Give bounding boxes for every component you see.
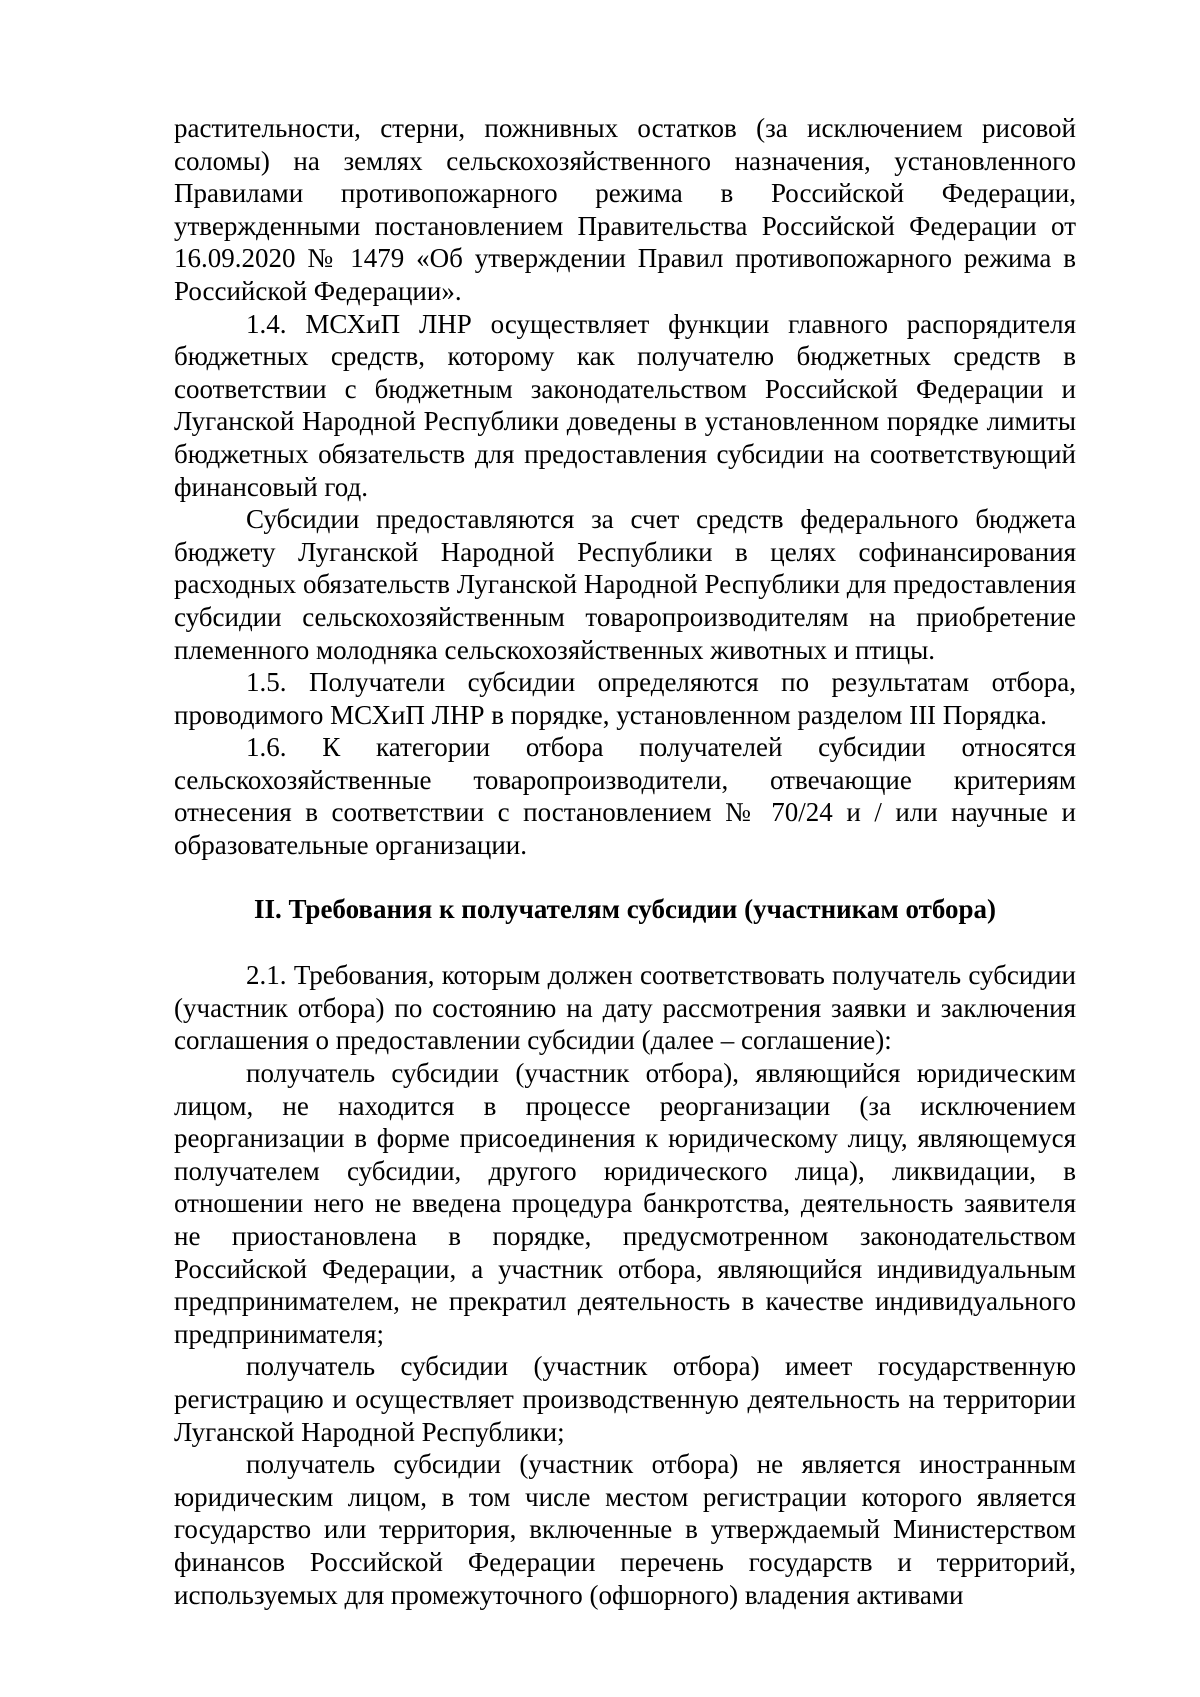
paragraph-requirement-registration: получатель субсидии (участник отбора) имеет государственную регистрацию и осуществляет производственную деятельность на территории Луганской Народной Республики; [174, 1351, 1076, 1447]
document-page [174, 112, 1076, 1611]
paragraph-continuation: растительности, стерни, пожнивных остатков (за исключением рисовой соломы) на землях сельскохозяйственного назначения, установленного Правилами противопожарного режима в Российской Федерации, утвержденными постановлением Правительства Российской Федерации от 16.09.2020 № 1479 «Об утверждении Правил противопожарного режима в Российской Федерации». [174, 113, 1076, 306]
paragraph-1-6: 1.6. К категории отбора получателей субсидии относятся сельскохозяйственные товаропроизводители, отвечающие критериям отнесения в соответствии с постановлением № 70/24 и / или научные и образовательные организации. [174, 732, 1076, 861]
paragraph-1-4: 1.4. МСХиП ЛНР осуществляет функции главного распорядителя бюджетных средств, которому как получателю бюджетных средств в соответствии с бюджетным законодательством Российской Федерации и Луганской Народной Республики доведены в установленном порядке лимиты бюджетных обязательств для предоставления субсидии на соответствующий финансовый год. [174, 308, 1076, 502]
paragraph-requirement-foreign-entity: получатель субсидии (участник отбора) не является иностранным юридическим лицом, в том числе местом регистрации которого является государство или территория, включенные в утверждаемый Министерством финансов Российской Федерации перечень государств и территорий, используемых для промежуточного (офшорного) владения активами [174, 1449, 1076, 1610]
paragraph-2-1: 2.1. Требования, которым должен соответствовать получатель субсидии (участник отбора) по состоянию на дату рассмотрения заявки и заключения соглашения о предоставлении субсидии (далее – соглашение): [174, 960, 1076, 1056]
paragraph-1-5: 1.5. Получатели субсидии определяются по результатам отбора, проводимого МСХиП ЛНР в порядке, установленном разделом III Порядка. [174, 667, 1076, 730]
paragraph-subsidies-source: Субсидии предоставляются за счет средств федерального бюджета бюджету Луганской Народной Республики в целях софинансирования расходных обязательств Луганской Народной Республики для предоставления субсидии сельскохозяйственным товаропроизводителям на приобретение племенного молодняка сельскохозяйственных животных и птицы. [174, 504, 1076, 665]
section-heading: II. Требования к получателям субсидии (участникам отбора) [253, 893, 997, 924]
paragraph-requirement-reorganization: получатель субсидии (участник отбора), являющийся юридическим лицом, не находится в процессе реорганизации (за исключением реорганизации в форме присоединения к юридическому лицу, являющемуся получателем субсидии, другого юридического лица), ликвидации, в отношении него не введена процедура банкротства, деятельность заявителя не приостановлена в порядке, предусмотренном законодательством Российской Федерации, а участник отбора, являющийся индивидуальным предпринимателем, не прекратил деятельность в качестве индивидуального предпринимателя; [174, 1058, 1076, 1349]
